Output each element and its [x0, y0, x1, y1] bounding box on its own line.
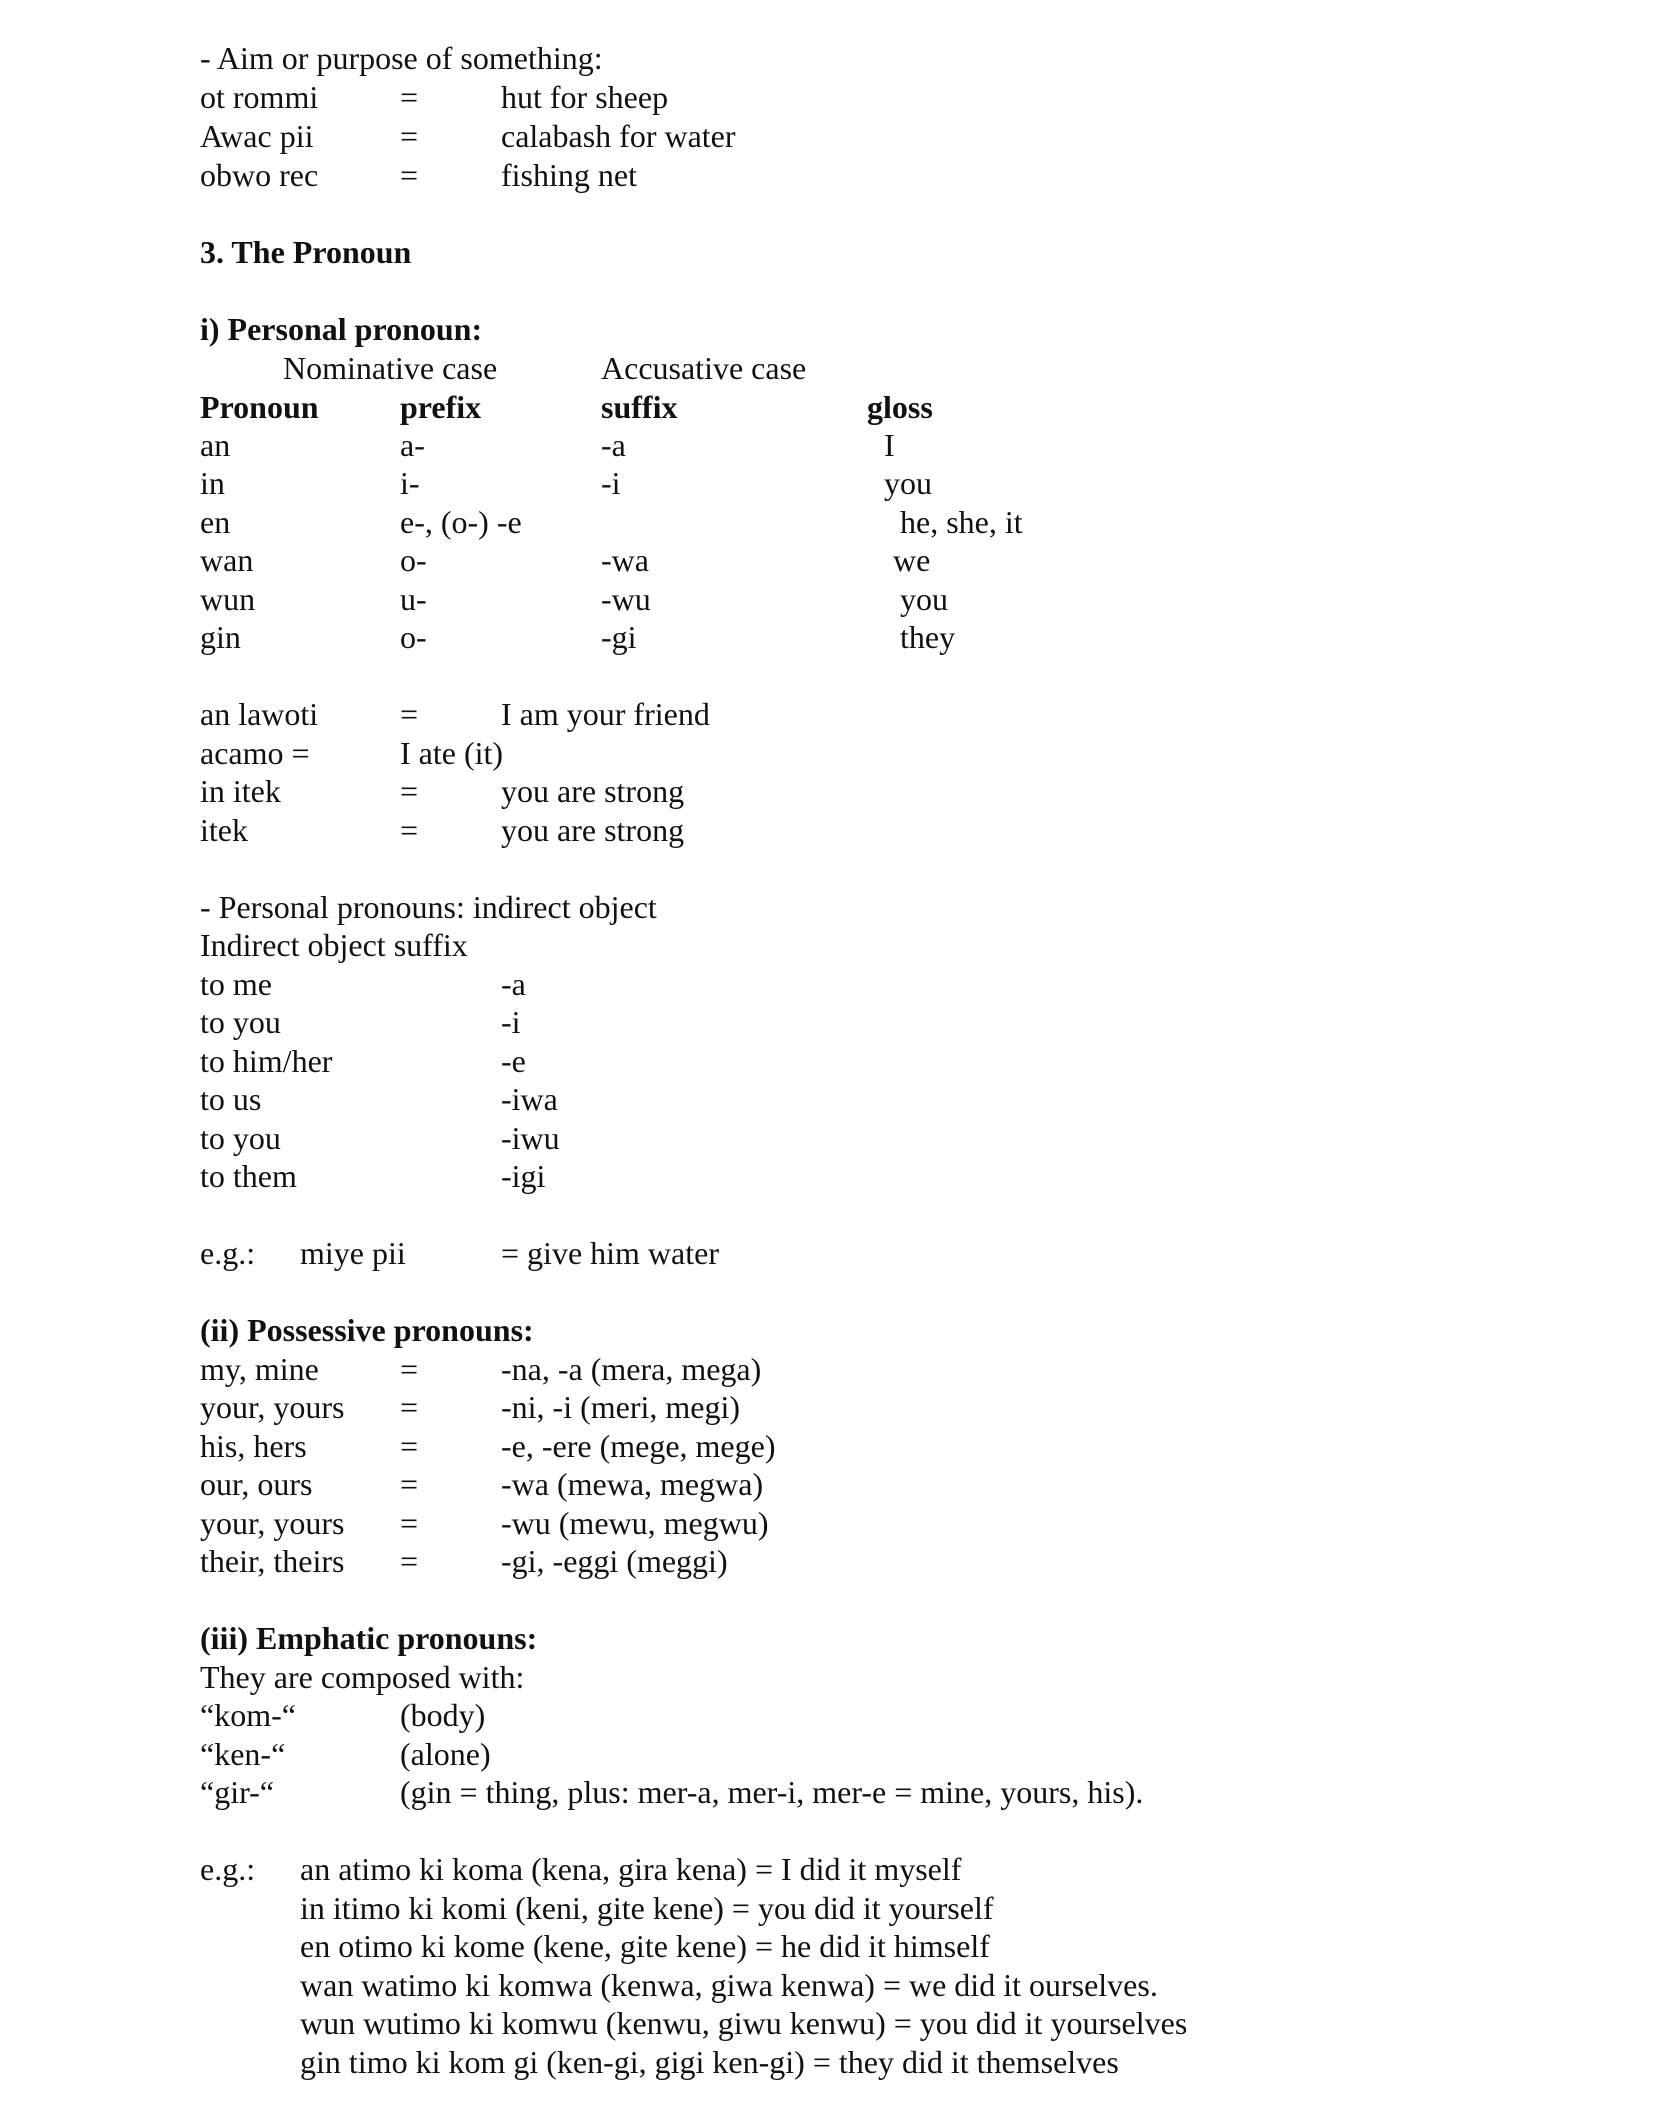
indirect-label: to you [200, 1120, 281, 1156]
section-title: 3. The Pronoun [200, 234, 412, 270]
possessive-term: his, hers [200, 1428, 307, 1464]
emphatic-example: wan watimo ki komwa (kenwa, giwa kenwa) = we did it ourselves. [300, 1967, 1158, 2003]
emphatic-term: “ken-“ [200, 1736, 286, 1772]
aim-term: ot rommi [200, 79, 319, 115]
prefix-cell: a- [400, 427, 425, 463]
gloss-cell: you [884, 465, 932, 501]
emphatic-meaning: (alone) [400, 1736, 491, 1772]
col-header-gloss: gloss [867, 389, 933, 425]
indirect-suffix: -a [501, 966, 526, 1002]
gloss-cell: I [884, 427, 895, 463]
prefix-cell: e-, (o-) -e [400, 504, 522, 540]
example-meaning: I am your friend [501, 696, 710, 732]
possessive-term: their, theirs [200, 1543, 345, 1579]
emphatic-example: wun wutimo ki komwu (kenwu, giwu kenwu) = you did it yourselves [300, 2005, 1188, 2041]
aim-term: Awac pii [200, 118, 314, 154]
eg-label: e.g.: [200, 1851, 256, 1887]
aim-meaning: fishing net [501, 157, 637, 193]
gloss-cell: you [900, 581, 948, 617]
prefix-cell: u- [400, 581, 427, 617]
prefix-cell: o- [400, 542, 427, 578]
indirect-example-meaning: = give him water [501, 1235, 719, 1271]
prefix-cell: i- [400, 465, 420, 501]
emphatic-intro: They are composed with: [200, 1659, 525, 1695]
suffix-cell: -gi [601, 619, 637, 655]
pronoun-cell: in [200, 465, 225, 501]
aim-term: obwo rec [200, 157, 319, 193]
pronoun-cell: wan [200, 542, 254, 578]
gloss-cell: he, she, it [900, 504, 1023, 540]
col-header-pronoun: Pronoun [200, 389, 319, 425]
gloss-cell: we [893, 542, 931, 578]
suffix-cell: -wu [601, 581, 651, 617]
col-header-prefix: prefix [400, 389, 482, 425]
pronoun-cell: an [200, 427, 231, 463]
gloss-cell: they [900, 619, 956, 655]
indirect-suffix: -iwa [501, 1081, 558, 1117]
aim-eq: = [400, 79, 419, 115]
indirect-suffix: -igi [501, 1158, 546, 1194]
possessive-forms: -na, -a (mera, mega) [501, 1351, 762, 1387]
possessive-eq: = [400, 1505, 419, 1541]
possessive-term: my, mine [200, 1351, 319, 1387]
possessive-forms: -wu (mewu, megwu) [501, 1505, 769, 1541]
possessive-term: your, yours [200, 1389, 345, 1425]
example-meaning: you are strong [501, 773, 685, 809]
personal-heading: i) Personal pronoun: [200, 311, 483, 347]
example-meaning: you are strong [501, 812, 685, 848]
possessive-forms: -wa (mewa, megwa) [501, 1466, 764, 1502]
possessive-term: your, yours [200, 1505, 345, 1541]
possessive-eq: = [400, 1428, 419, 1464]
indirect-example-term: miye pii [300, 1235, 406, 1271]
suffix-cell: -wa [601, 542, 649, 578]
indirect-suffix: -i [501, 1004, 521, 1040]
example-term: an lawoti [200, 696, 319, 732]
emphatic-term: “kom-“ [200, 1697, 296, 1733]
prefix-cell: o- [400, 619, 427, 655]
example-eq: = [400, 812, 419, 848]
possessive-forms: -ni, -i (meri, megi) [501, 1389, 741, 1425]
example-term: itek [200, 812, 248, 848]
emphatic-meaning: (gin = thing, plus: mer-a, mer-i, mer-e = mine, yours, his). [400, 1774, 1144, 1810]
emphatic-example: an atimo ki koma (kena, gira kena) = I did it myself [300, 1851, 962, 1887]
possessive-forms: -gi, -eggi (meggi) [501, 1543, 728, 1579]
example-eq: = [400, 773, 419, 809]
indirect-label: to them [200, 1158, 297, 1194]
aim-heading: - Aim or purpose of something: [200, 40, 603, 76]
indirect-label: to you [200, 1004, 281, 1040]
emphatic-term: “gir-“ [200, 1774, 274, 1810]
suffix-cell: -a [601, 427, 626, 463]
pronoun-cell: gin [200, 619, 241, 655]
aim-meaning: calabash for water [501, 118, 736, 154]
emphatic-meaning: (body) [400, 1697, 486, 1733]
emphatic-example: gin timo ki kom gi (ken-gi, gigi ken-gi) = they did it themselves [300, 2044, 1119, 2080]
example-eq: = [400, 696, 419, 732]
indirect-label: to him/her [200, 1043, 333, 1079]
col-header-suffix: suffix [601, 389, 678, 425]
emphatic-example: en otimo ki kome (kene, gite kene) = he did it himself [300, 1928, 990, 1964]
indirect-label: to us [200, 1081, 262, 1117]
possessive-eq: = [400, 1466, 419, 1502]
possessive-forms: -e, -ere (mege, mege) [501, 1428, 776, 1464]
aim-eq: = [400, 118, 419, 154]
pronoun-cell: en [200, 504, 231, 540]
indirect-subheading: Indirect object suffix [200, 927, 468, 963]
possessive-eq: = [400, 1389, 419, 1425]
suffix-cell: -i [601, 465, 621, 501]
possessive-eq: = [400, 1543, 419, 1579]
pronoun-cell: wun [200, 581, 256, 617]
indirect-suffix: -e [501, 1043, 526, 1079]
indirect-label: to me [200, 966, 272, 1002]
example-term: in itek [200, 773, 281, 809]
example-meaning: I ate (it) [400, 735, 504, 771]
indirect-heading: - Personal pronouns: indirect object [200, 889, 657, 925]
possessive-term: our, ours [200, 1466, 313, 1502]
nominative-case-label: Nominative case [283, 350, 498, 386]
example-term: acamo = [200, 735, 310, 771]
accusative-case-label: Accusative case [601, 350, 807, 386]
possessive-heading: (ii) Possessive pronouns: [200, 1312, 534, 1348]
emphatic-heading: (iii) Emphatic pronouns: [200, 1620, 538, 1656]
emphatic-example: in itimo ki komi (keni, gite kene) = you did it yourself [300, 1890, 994, 1926]
aim-meaning: hut for sheep [501, 79, 669, 115]
indirect-suffix: -iwu [501, 1120, 560, 1156]
possessive-eq: = [400, 1351, 419, 1387]
aim-eq: = [400, 157, 419, 193]
eg-label: e.g.: [200, 1235, 256, 1271]
